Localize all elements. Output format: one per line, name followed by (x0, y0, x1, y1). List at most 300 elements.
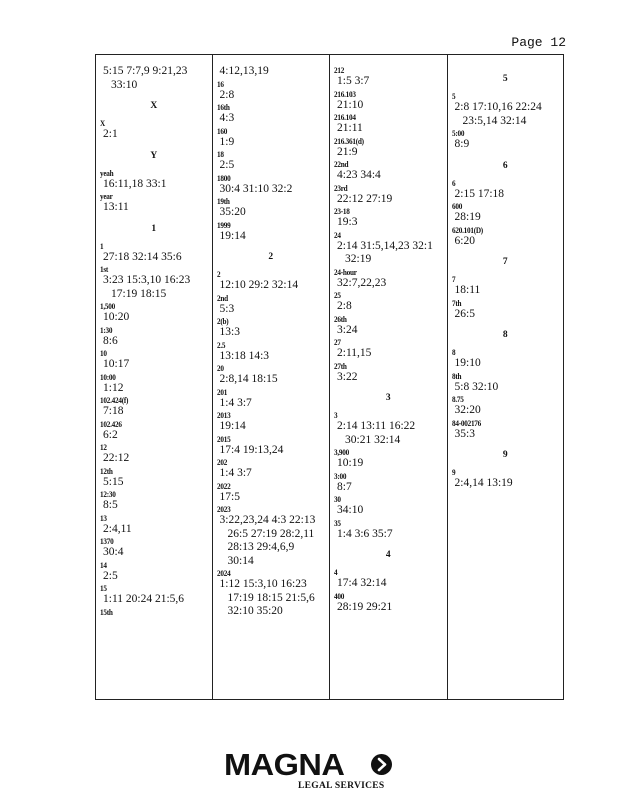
ref-line: 1:12 15:3,10 16:23 (219, 578, 307, 590)
page-line-refs (334, 324, 443, 338)
index-entry (217, 410, 326, 434)
page-line-refs (100, 311, 208, 325)
ref-line: 13:11 (103, 201, 129, 213)
index-term: 600 (451, 201, 462, 211)
ref-line: 4:23 34:4 (337, 169, 381, 181)
index-entry (334, 183, 443, 207)
page-line-refs (100, 570, 208, 584)
index-term: yeah (100, 167, 114, 178)
page-line-refs (452, 101, 560, 128)
ref-line: 35:3 (454, 427, 475, 440)
ref-line: 1:11 20:24 21:5,6 (103, 593, 185, 605)
index-term: 84-002176 (451, 417, 481, 428)
page-line-refs (217, 89, 326, 103)
index-term: 10 (100, 348, 107, 358)
section-letter: 8 (502, 330, 508, 340)
ref-line: 10:17 (103, 358, 130, 370)
index-entry (452, 347, 560, 371)
ref-line: 30:21 32:14 (345, 433, 401, 446)
index-term: 102.426 (100, 418, 122, 429)
page-line-refs (334, 277, 443, 291)
index-entry (217, 481, 326, 505)
page-line-refs (334, 146, 443, 160)
index-entry (100, 489, 208, 513)
ref-line: 2:8,14 18:15 (219, 373, 278, 385)
index-term: 22nd (334, 159, 349, 169)
index-term: 14 (100, 559, 107, 570)
index-entry (217, 387, 326, 411)
page-line-refs (100, 405, 208, 419)
index-entry (217, 65, 326, 79)
index-entry (100, 560, 208, 584)
index-entry (334, 159, 443, 183)
index-term: 1st (100, 264, 109, 274)
ref-line: 8:7 (337, 480, 352, 493)
section-letter: Y (150, 150, 158, 161)
page-line-refs (100, 335, 208, 349)
ref-line: 12:10 29:2 32:14 (219, 279, 299, 291)
index-entry (452, 467, 560, 491)
ref-line: 21:9 (337, 145, 358, 158)
index-entry (334, 136, 443, 160)
index-column-4 (447, 55, 564, 699)
index-term: 2024 (216, 568, 230, 578)
index-entry (100, 583, 208, 607)
page-line-refs (334, 528, 443, 542)
page-line-refs (452, 477, 560, 491)
page-line-refs (452, 188, 560, 202)
page-line-refs (334, 347, 443, 361)
ref-line: 32:20 (454, 404, 481, 416)
ref-line: 22:12 27:19 (337, 192, 393, 205)
page-line-refs (452, 235, 560, 249)
index-term: 30 (334, 494, 341, 504)
page-line-refs (100, 429, 208, 443)
ref-line: 4:12,13,19 (219, 65, 269, 77)
ref-line: 2:1 (103, 128, 118, 140)
index-entry (100, 348, 208, 372)
logo-tagline: LEGAL SERVICES (298, 781, 385, 791)
index-term: 2015 (216, 433, 230, 444)
index-term: 4 (334, 567, 338, 577)
index-entry (334, 337, 443, 361)
page-line-refs (217, 303, 326, 317)
index-term: 12th (100, 465, 113, 476)
ref-line: 28:19 (454, 211, 481, 223)
page-line-refs (217, 65, 326, 79)
ref-line: 30:14 (227, 554, 254, 567)
ref-line: 35:20 (219, 206, 246, 218)
page-line-refs (100, 382, 208, 396)
page-line-refs (217, 326, 326, 340)
section-letter: 9 (502, 450, 508, 460)
index-term: 216.361(d) (334, 135, 364, 146)
page-line-refs (334, 99, 443, 113)
ref-line: 2:5 (219, 159, 235, 171)
index-entry (217, 316, 326, 340)
index-entry (217, 504, 326, 568)
index-entry (334, 206, 443, 230)
page-line-refs (217, 279, 326, 293)
page-line-refs (334, 371, 443, 385)
section-letter: 2 (268, 252, 274, 262)
index-entry (334, 567, 443, 591)
index-term: 160 (216, 125, 227, 136)
index-term: 6 (451, 177, 455, 188)
index-term: 27th (334, 360, 347, 371)
index-term: X (100, 118, 105, 128)
index-entry (452, 91, 560, 128)
section-letter: 3 (385, 393, 391, 403)
section-letter: 1 (151, 223, 157, 234)
page-line-refs (334, 240, 443, 267)
index-term: 212 (334, 65, 345, 75)
ref-line: 2:4,14 13:19 (454, 477, 513, 489)
page-line-refs (452, 428, 560, 442)
page-line-refs (452, 308, 560, 322)
index-term: 15th (100, 606, 113, 617)
ref-line: 1:4 3:7 (219, 467, 252, 479)
index-entry (217, 102, 326, 126)
ref-line: 5:15 7:7,9 9:21,23 (103, 65, 188, 77)
index-entry (100, 536, 208, 560)
page-line-refs (334, 504, 443, 518)
index-term: 202 (216, 457, 227, 467)
index-entry (452, 418, 560, 442)
index-entry (334, 230, 443, 267)
index-term: 16th (216, 102, 230, 112)
ref-line: 34:10 (337, 504, 364, 516)
index-entry (100, 372, 208, 396)
index-entry (100, 168, 208, 192)
ref-line: 5:3 (219, 302, 235, 315)
ref-line: 5:8 32:10 (454, 380, 499, 393)
ref-line: 17:4 19:13,24 (219, 443, 284, 456)
index-entry (217, 196, 326, 220)
index-term: 12:30 (100, 489, 116, 499)
page-line-refs (452, 211, 560, 225)
page-line-refs (217, 230, 326, 244)
ref-line: 3:22 (337, 370, 358, 383)
index-entry (452, 371, 560, 395)
page-line-refs (452, 138, 560, 152)
index-term: 2nd (216, 292, 228, 303)
ref-line: 19:14 (219, 229, 246, 242)
index-term: 2013 (216, 410, 230, 420)
page-line-refs (334, 300, 443, 314)
page-line-refs (452, 404, 560, 418)
index-term: 13 (100, 512, 107, 523)
chevron-right-circle-icon (371, 754, 392, 775)
index-entry (217, 79, 326, 103)
index-term: 3,900 (334, 447, 349, 457)
section-letter: 4 (385, 550, 391, 560)
index-term: 18 (216, 149, 224, 159)
page-line-refs (334, 420, 443, 447)
page-line-refs (452, 357, 560, 371)
index-term: 216.103 (334, 88, 356, 99)
ref-line: 1:12 (103, 381, 124, 394)
index-entry (452, 394, 560, 418)
index-term: 25 (334, 290, 341, 300)
page-line-refs (334, 577, 443, 591)
index-term: 1:30 (100, 324, 113, 335)
index-entry (100, 607, 208, 617)
index-column-2 (212, 55, 330, 699)
ref-line: 19:10 (454, 357, 481, 369)
index-entry (334, 591, 443, 615)
index-term: 23rd (334, 182, 348, 193)
index-entry (217, 340, 326, 364)
ref-line: 3:22,23,24 4:3 22:13 (219, 514, 316, 526)
index-term: 102.424(f) (100, 395, 129, 405)
index-entry (217, 568, 326, 619)
index-entry (217, 149, 326, 173)
ref-line: 17:19 18:15 (111, 287, 167, 300)
ref-line: 10:19 (337, 457, 364, 469)
ref-line: 2:14 13:11 16:22 (337, 420, 416, 432)
index-entry (100, 65, 208, 92)
index-entry (217, 173, 326, 197)
index-entry (100, 442, 208, 466)
page-line-refs (100, 499, 208, 513)
page-line-refs (100, 476, 208, 490)
page-line-refs (217, 112, 326, 126)
ref-line: 10:20 (103, 311, 130, 323)
ref-line: 2:8 17:10,16 22:24 (454, 101, 542, 113)
index-term: 2(b) (216, 316, 228, 326)
ref-line: 2:8 (219, 88, 235, 101)
ref-line: 16:11,18 33:1 (103, 177, 167, 190)
page-line-refs (217, 373, 326, 387)
page-line-refs (217, 136, 326, 150)
page-line-refs (217, 491, 326, 505)
logo-wordmark: MAGNA (224, 747, 345, 782)
page-line-refs (217, 183, 326, 197)
ref-line: 6:20 (454, 234, 475, 247)
word-index-table (95, 54, 564, 700)
index-term: 27 (334, 337, 341, 347)
page-line-refs (217, 514, 326, 568)
index-column-1 (96, 55, 212, 699)
ref-line: 1:4 3:6 35:7 (337, 527, 393, 540)
page-line-refs (452, 284, 560, 298)
ref-line: 8:6 (103, 334, 118, 347)
page-line-refs (217, 578, 326, 619)
index-entry (334, 410, 443, 447)
index-term: 2023 (216, 504, 230, 514)
index-term: 400 (334, 590, 345, 601)
ref-line: 2:5 (103, 569, 118, 582)
ref-line: 27:18 32:14 35:6 (103, 250, 182, 263)
index-term: 7 (451, 274, 455, 284)
index-entry (452, 201, 560, 225)
index-term: 1800 (216, 172, 230, 183)
ref-line: 30:4 31:10 32:2 (219, 182, 293, 195)
index-term: 3 (334, 410, 338, 420)
ref-line: 26:5 27:19 28:2,11 (227, 527, 315, 540)
ref-line: 28:19 29:21 (337, 600, 393, 613)
page-line-refs (100, 593, 208, 607)
index-entry (334, 267, 443, 291)
section-letter: 6 (502, 160, 508, 171)
index-term: 8 (451, 347, 455, 357)
page-line-refs (100, 523, 208, 537)
index-term: 2.5 (216, 339, 225, 350)
ref-line: 6:2 (103, 428, 118, 441)
ref-line: 32:7,22,23 (337, 276, 387, 289)
page-line-refs (217, 420, 326, 434)
index-entry (334, 494, 443, 518)
index-entry (452, 298, 560, 322)
page-line-refs (100, 65, 208, 92)
index-term: year (100, 191, 113, 201)
index-entry (100, 264, 208, 301)
page-line-refs (334, 169, 443, 183)
index-entry (100, 191, 208, 215)
ref-line: 8:5 (103, 499, 118, 511)
index-entry (100, 513, 208, 537)
index-term: 15 (100, 583, 107, 593)
index-term: 1370 (100, 536, 114, 546)
ref-line: 2:8 (337, 300, 352, 312)
index-entry (100, 325, 208, 349)
page-line-refs (217, 444, 326, 458)
section-letter: 7 (502, 257, 508, 267)
ref-line: 21:11 (337, 122, 363, 134)
index-entry (334, 518, 443, 542)
index-term: 23-18 (334, 206, 350, 216)
magna-logo (224, 749, 394, 793)
index-term: 26th (334, 313, 347, 324)
ref-line: 28:13 29:4,6,9 (227, 541, 295, 553)
ref-line: 2:4,11 (103, 522, 132, 535)
page-line-refs (334, 601, 443, 615)
index-entry (217, 363, 326, 387)
ref-line: 8:9 (454, 138, 470, 150)
page-line-refs (100, 358, 208, 372)
ref-line: 23:5,14 32:14 (462, 114, 527, 127)
ref-line: 5:15 (103, 475, 124, 488)
index-entry (334, 471, 443, 495)
page-line-refs (217, 467, 326, 481)
index-entry (334, 361, 443, 385)
page-line-refs (217, 206, 326, 220)
index-entry (334, 89, 443, 113)
index-term: 12 (100, 442, 107, 452)
page-line-refs (100, 178, 208, 192)
section-letter: 5 (502, 74, 508, 84)
index-entry (217, 293, 326, 317)
page-line-refs (334, 481, 443, 495)
page-line-refs (452, 381, 560, 395)
index-entry (100, 301, 208, 325)
index-term: 9 (451, 467, 455, 477)
index-term: 620.101(D) (451, 224, 483, 235)
page-line-refs (334, 457, 443, 471)
ref-line: 3:24 (337, 323, 358, 336)
index-entry (217, 126, 326, 150)
ref-line: 17:19 18:15 21:5,6 (227, 591, 315, 604)
index-entry (217, 220, 326, 244)
index-term: 20 (216, 363, 224, 373)
index-term: 5:00 (451, 128, 464, 138)
page-line-refs (334, 216, 443, 230)
index-term: 10:00 (100, 371, 116, 382)
index-term: 5 (451, 91, 455, 101)
ref-line: 30:4 (103, 546, 124, 558)
page-line-refs (217, 159, 326, 173)
ref-line: 4:3 (219, 112, 235, 124)
index-term: 1999 (216, 219, 230, 230)
index-entry (217, 269, 326, 293)
index-entry (334, 314, 443, 338)
ref-line: 22:12 (103, 452, 130, 464)
index-entry (452, 225, 560, 249)
index-entry (100, 118, 208, 142)
index-entry (334, 447, 443, 471)
ref-line: 1:4 3:7 (219, 396, 252, 409)
ref-line: 18:11 (454, 284, 481, 296)
page-line-refs (334, 75, 443, 89)
index-term: 1 (100, 240, 104, 251)
index-term: 19th (216, 196, 230, 206)
ref-line: 2:15 17:18 (454, 187, 505, 200)
index-entry (452, 128, 560, 152)
index-term: 2022 (216, 480, 230, 491)
index-entry (452, 274, 560, 298)
index-entry (100, 466, 208, 490)
page-line-refs (100, 546, 208, 560)
page-line-refs (100, 201, 208, 215)
index-entry (334, 290, 443, 314)
ref-line: 2:14 31:5,14,23 32:1 (337, 239, 433, 252)
index-term: 8th (451, 370, 461, 381)
page-line-refs (217, 350, 326, 364)
index-entry (334, 112, 443, 136)
index-entry (217, 457, 326, 481)
section-letter: X (150, 101, 158, 111)
ref-line: 3:23 15:3,10 16:23 (103, 274, 191, 286)
page-number: Page 12 (511, 35, 566, 50)
index-term: 201 (216, 386, 227, 397)
ref-line: 32:10 35:20 (227, 605, 283, 617)
ref-line: 13:3 (219, 326, 240, 338)
index-term: 16 (216, 78, 224, 89)
ref-line: 32:19 (345, 253, 372, 265)
ref-line: 19:3 (337, 216, 358, 228)
index-term: 3:00 (334, 470, 347, 481)
page-line-refs (334, 122, 443, 136)
index-entry (452, 178, 560, 202)
page-line-refs (217, 397, 326, 411)
ref-line: 21:10 (337, 98, 364, 111)
index-term: 2 (216, 269, 220, 279)
ref-line: 26:5 (454, 307, 475, 320)
index-entry (334, 65, 443, 89)
ref-line: 17:5 (219, 490, 240, 503)
index-entry (217, 434, 326, 458)
page-line-refs (100, 128, 208, 142)
ref-line: 33:10 (111, 78, 138, 91)
page-line-refs (100, 251, 208, 265)
ref-line: 7:18 (103, 405, 124, 417)
index-entry (100, 395, 208, 419)
index-term: 216.104 (334, 112, 356, 122)
index-term: 8.75 (451, 394, 464, 404)
ref-line: 19:14 (219, 420, 246, 432)
ref-line: 2:11,15 (337, 347, 372, 359)
